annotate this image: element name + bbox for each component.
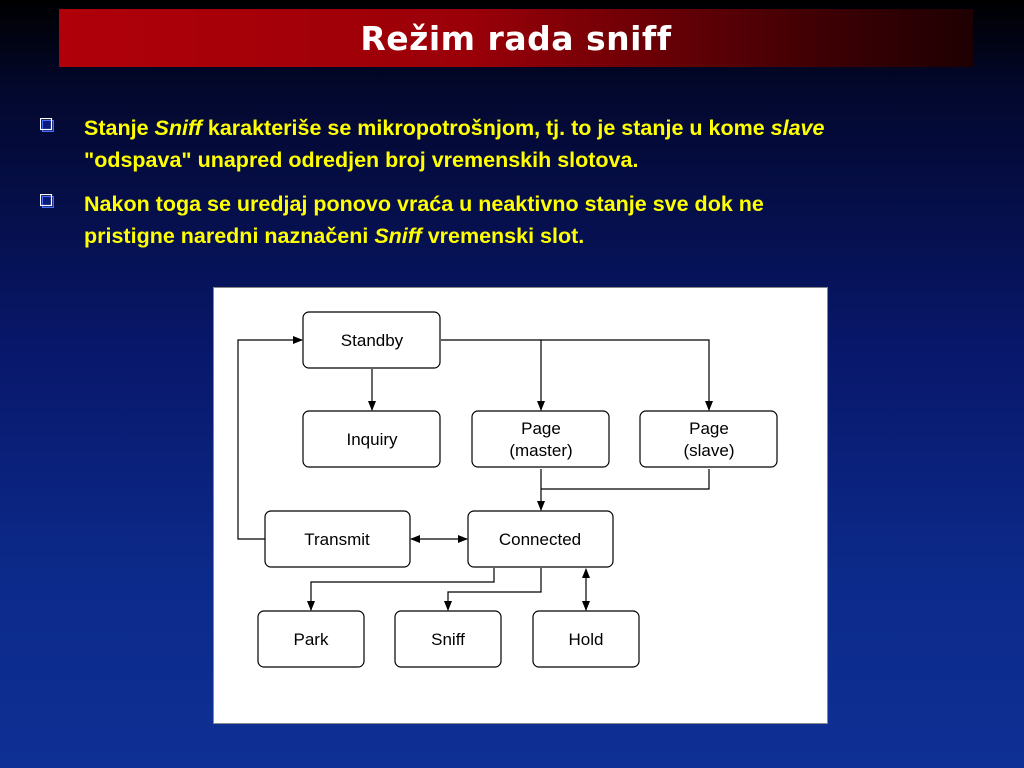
checkbox-bullet-icon <box>40 194 55 209</box>
node-transmit-label: Transmit <box>304 530 370 549</box>
node-hold <box>533 611 639 667</box>
node-inquiry <box>303 411 440 467</box>
edge-page-slave-connected <box>541 469 709 489</box>
node-sniff <box>395 611 501 667</box>
bullet-2-line-2: pristigne naredni naznačeni Sniff vremenski slot. <box>84 224 585 248</box>
node-page-slave-label-1: Page <box>689 419 729 438</box>
node-inquiry-label: Inquiry <box>346 430 398 449</box>
node-page-master <box>472 411 609 467</box>
node-park-label: Park <box>293 630 329 649</box>
node-page-slave <box>640 411 777 467</box>
title-bar <box>59 9 973 67</box>
checkbox-bullet-icon <box>40 118 55 133</box>
node-page-master-label-1: Page <box>521 419 561 438</box>
edge-connected-park <box>311 568 494 610</box>
state-diagram-svg <box>214 288 827 723</box>
bullet-1-line-1: Stanje Sniff karakteriše se mikropotrošnjom, tj. to je stanje u kome slave <box>84 116 825 140</box>
edge-standby-page-master <box>441 340 541 410</box>
page-title: Režim rada sniff <box>360 18 672 58</box>
node-hold-label: Hold <box>568 630 604 649</box>
node-page-slave-label-2: (slave) <box>683 441 735 460</box>
diagram-edges <box>238 340 709 610</box>
edge-standby-page-slave <box>541 340 709 410</box>
state-diagram <box>213 287 828 724</box>
node-connected-label: Connected <box>498 530 582 549</box>
bullet-2-line-1: Nakon toga se uredjaj ponovo vraća u neaktivno stanje sve dok ne <box>84 192 764 216</box>
node-sniff-label: Sniff <box>431 630 465 649</box>
node-park <box>258 611 364 667</box>
edge-transmit-standby <box>238 340 302 539</box>
bullet-1-line-2: "odspava" unapred odredjen broj vremenskih slotova. <box>84 148 639 172</box>
node-standby <box>303 312 440 368</box>
node-page-master-label-2: (master) <box>509 441 573 460</box>
node-connected <box>468 511 613 567</box>
node-standby-label: Standby <box>340 331 404 350</box>
bullet-text-1 <box>84 112 984 176</box>
node-transmit <box>265 511 410 567</box>
bullet-text-2 <box>84 188 984 252</box>
